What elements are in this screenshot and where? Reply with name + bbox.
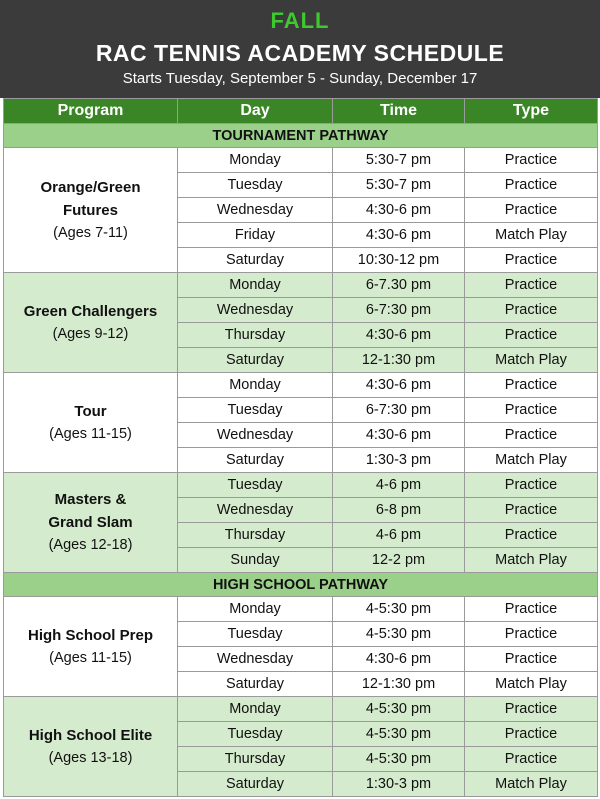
session-time: 4-5:30 pm bbox=[333, 722, 465, 747]
column-header-time: Time bbox=[333, 99, 465, 124]
session-time: 6-7:30 pm bbox=[333, 398, 465, 423]
program-group bbox=[4, 373, 598, 473]
session-type: Practice bbox=[465, 473, 598, 498]
program-ages: (Ages 12-18) bbox=[48, 537, 133, 553]
session-time: 4:30-6 pm bbox=[333, 647, 465, 672]
session-day: Tuesday bbox=[178, 722, 333, 747]
session-time: 4-6 pm bbox=[333, 473, 465, 498]
column-header-day: Day bbox=[178, 99, 333, 124]
session-type: Match Play bbox=[465, 672, 598, 697]
session-time: 12-1:30 pm bbox=[333, 672, 465, 697]
session-day: Tuesday bbox=[178, 398, 333, 423]
session-time: 1:30-3 pm bbox=[333, 448, 465, 473]
session-type: Practice bbox=[465, 323, 598, 348]
program-ages: (Ages 11-15) bbox=[49, 425, 132, 442]
session-type: Practice bbox=[465, 722, 598, 747]
session-day: Saturday bbox=[178, 772, 333, 797]
session-time: 10:30-12 pm bbox=[333, 248, 465, 273]
session-time: 4-5:30 pm bbox=[333, 747, 465, 772]
session-day: Wednesday bbox=[178, 198, 333, 223]
section-row bbox=[4, 573, 598, 597]
session-time: 4:30-6 pm bbox=[333, 423, 465, 448]
session-day: Saturday bbox=[178, 348, 333, 373]
session-type: Match Play bbox=[465, 548, 598, 573]
session-time: 4-5:30 pm bbox=[333, 597, 465, 622]
session-time: 5:30-7 pm bbox=[333, 173, 465, 198]
session-type: Match Play bbox=[465, 348, 598, 373]
session-time: 5:30-7 pm bbox=[333, 148, 465, 173]
session-day: Wednesday bbox=[178, 498, 333, 523]
session-type: Practice bbox=[465, 298, 598, 323]
session-type: Practice bbox=[465, 373, 598, 398]
session-type: Match Play bbox=[465, 772, 598, 797]
session-time: 4:30-6 pm bbox=[333, 198, 465, 223]
table-row bbox=[4, 273, 598, 298]
session-time: 6-7.30 pm bbox=[333, 273, 465, 298]
section-row bbox=[4, 124, 598, 148]
program-ages: (Ages 13-18) bbox=[48, 749, 133, 766]
session-type: Match Play bbox=[465, 448, 598, 473]
session-type: Practice bbox=[465, 498, 598, 523]
session-day: Thursday bbox=[178, 323, 333, 348]
program-ages: (Ages 11-15) bbox=[49, 649, 132, 666]
program-group bbox=[4, 273, 598, 373]
program-cell bbox=[4, 597, 178, 697]
section-heading: TOURNAMENT PATHWAY bbox=[4, 124, 598, 148]
session-day: Tuesday bbox=[178, 622, 333, 647]
session-day: Sunday bbox=[178, 548, 333, 573]
column-header-program: Program bbox=[4, 99, 178, 124]
program-ages: (Ages 7-11) bbox=[53, 224, 128, 241]
session-day: Tuesday bbox=[178, 173, 333, 198]
session-time: 4-5:30 pm bbox=[333, 622, 465, 647]
program-ages: (Ages 9-12) bbox=[52, 325, 129, 342]
session-time: 4:30-6 pm bbox=[333, 223, 465, 248]
session-day: Monday bbox=[178, 597, 333, 622]
session-time: 12-1:30 pm bbox=[333, 348, 465, 373]
table-row bbox=[4, 473, 598, 498]
session-type: Practice bbox=[465, 747, 598, 772]
date-range: Starts Tuesday, September 5 - Sunday, December 17 bbox=[122, 70, 478, 87]
session-type: Practice bbox=[465, 523, 598, 548]
program-group bbox=[4, 148, 598, 273]
session-type: Practice bbox=[465, 423, 598, 448]
session-type: Practice bbox=[465, 622, 598, 647]
program-name: Orange/Green bbox=[40, 178, 141, 196]
program-group bbox=[4, 473, 598, 573]
session-type: Practice bbox=[465, 697, 598, 722]
session-type: Practice bbox=[465, 148, 598, 173]
table-row bbox=[4, 373, 598, 398]
program-cell bbox=[4, 273, 178, 373]
session-day: Saturday bbox=[178, 672, 333, 697]
schedule-table bbox=[3, 98, 598, 797]
session-type: Practice bbox=[465, 273, 598, 298]
program-name: High School Elite bbox=[28, 726, 153, 744]
program-group bbox=[4, 597, 598, 697]
program-name: Grand Slam bbox=[48, 514, 133, 531]
program-cell bbox=[4, 373, 178, 473]
session-day: Wednesday bbox=[178, 647, 333, 672]
program-name: High School Prep bbox=[27, 626, 153, 644]
header-banner bbox=[0, 0, 600, 98]
program-name: Masters & bbox=[54, 491, 127, 508]
program-cell bbox=[4, 473, 178, 573]
session-day: Saturday bbox=[178, 248, 333, 273]
session-day: Wednesday bbox=[178, 423, 333, 448]
session-time: 4-5:30 pm bbox=[333, 697, 465, 722]
program-name: Tour bbox=[74, 402, 107, 420]
session-day: Monday bbox=[178, 373, 333, 398]
session-type: Match Play bbox=[465, 223, 598, 248]
session-time: 4:30-6 pm bbox=[333, 373, 465, 398]
session-day: Monday bbox=[178, 273, 333, 298]
session-type: Practice bbox=[465, 248, 598, 273]
season-label: FALL bbox=[270, 8, 330, 33]
session-day: Saturday bbox=[178, 448, 333, 473]
session-time: 12-2 pm bbox=[333, 548, 465, 573]
session-day: Thursday bbox=[178, 747, 333, 772]
header-row bbox=[4, 99, 598, 124]
program-group bbox=[4, 697, 598, 797]
program-name: Futures bbox=[62, 201, 118, 219]
session-type: Practice bbox=[465, 597, 598, 622]
session-type: Practice bbox=[465, 647, 598, 672]
session-time: 4:30-6 pm bbox=[333, 323, 465, 348]
session-day: Wednesday bbox=[178, 298, 333, 323]
session-type: Practice bbox=[465, 173, 598, 198]
session-day: Thursday bbox=[178, 523, 333, 548]
table-row bbox=[4, 597, 598, 622]
session-day: Tuesday bbox=[178, 473, 333, 498]
session-type: Practice bbox=[465, 198, 598, 223]
table-row bbox=[4, 697, 598, 722]
session-type: Practice bbox=[465, 398, 598, 423]
program-cell bbox=[4, 148, 178, 273]
session-time: 1:30-3 pm bbox=[333, 772, 465, 797]
page-title: RAC TENNIS ACADEMY SCHEDULE bbox=[95, 40, 505, 66]
session-day: Friday bbox=[178, 223, 333, 248]
session-day: Monday bbox=[178, 697, 333, 722]
column-header-type: Type bbox=[465, 99, 598, 124]
session-time: 4-6 pm bbox=[333, 523, 465, 548]
session-day: Monday bbox=[178, 148, 333, 173]
session-time: 6-7:30 pm bbox=[333, 298, 465, 323]
section-heading: HIGH SCHOOL PATHWAY bbox=[4, 573, 598, 597]
table-row bbox=[4, 148, 598, 173]
program-name: Green Challengers bbox=[23, 302, 158, 320]
program-cell bbox=[4, 697, 178, 797]
session-time: 6-8 pm bbox=[333, 498, 465, 523]
